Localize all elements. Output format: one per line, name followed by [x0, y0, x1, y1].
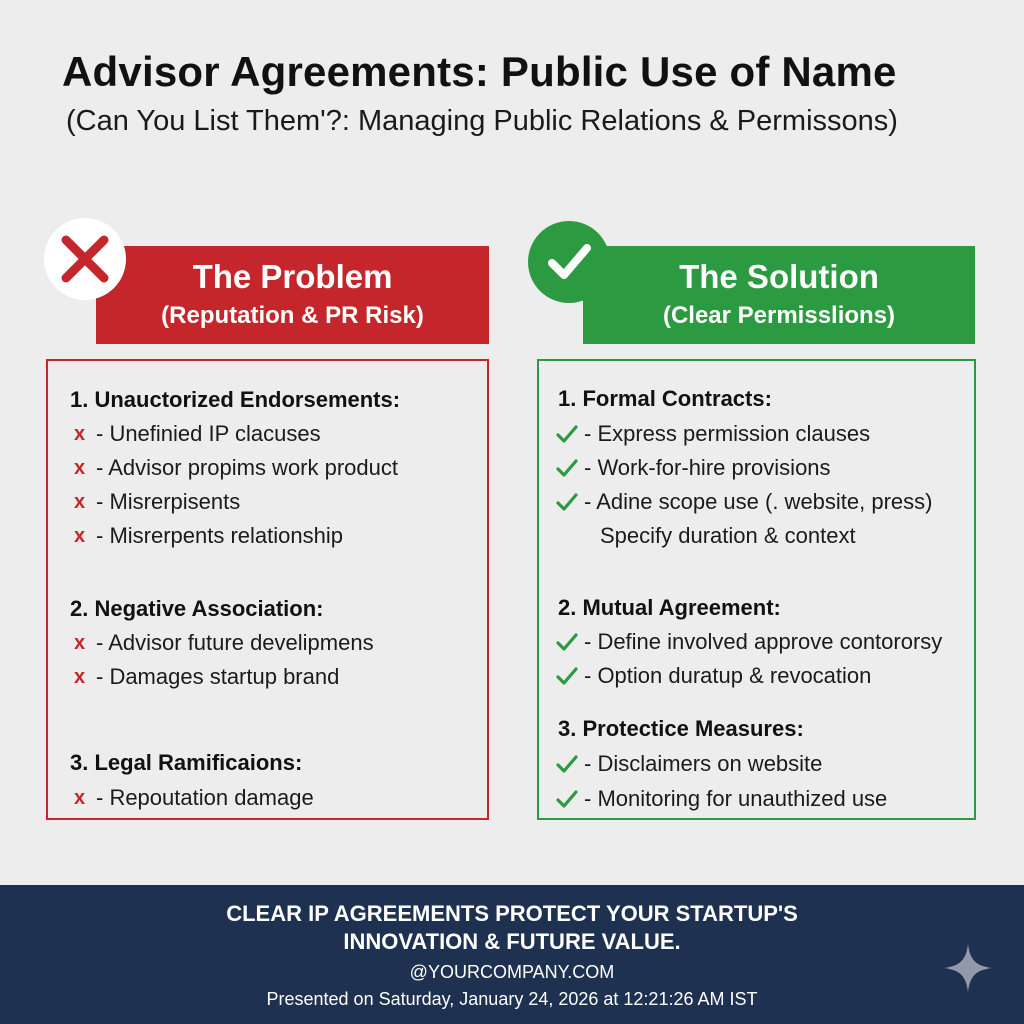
problem-item: x - Advisor propims work product	[74, 455, 398, 480]
x-mark-icon: x	[74, 665, 86, 688]
page-subtitle: (Can You List Them'?: Managing Public Relations & Permissons)	[66, 105, 898, 137]
footer-website: @YOURCOMPANY.COM	[409, 962, 615, 982]
problem-heading-2: 2. Negative Association:	[70, 596, 324, 621]
x-icon	[44, 218, 126, 300]
problem-subtitle: (Reputation & PR Risk)	[161, 302, 424, 329]
x-mark-icon: x	[74, 422, 86, 445]
page-title: Advisor Agreements: Public Use of Name	[62, 48, 897, 95]
footer-tagline-line1: CLEAR IP AGREEMENTS PROTECT YOUR STARTUP'S	[226, 901, 798, 926]
x-mark-icon: x	[74, 490, 86, 513]
problem-item: x - Repoutation damage	[74, 785, 314, 810]
solution-item: - Adine scope use (. website, press)	[556, 489, 933, 515]
solution-subtitle: (Clear Permisslions)	[662, 302, 896, 329]
problem-item: x - Misrerpents relationship	[74, 523, 343, 548]
problem-item: x - Misrerpisents	[74, 489, 241, 514]
x-mark-icon: x	[74, 456, 86, 479]
solution-item: - Define involved approve contororsy	[556, 629, 942, 655]
footer-bar	[0, 885, 1024, 1024]
solution-item-continuation: Specify duration & context	[600, 523, 856, 548]
check-icon	[528, 221, 610, 303]
problem-banner	[96, 246, 489, 344]
solution-item: - Disclaimers on website	[556, 751, 822, 777]
x-mark-icon: x	[74, 786, 86, 809]
footer-presented-date: Presented on Saturday, January 24, 2026 at 12:21:26 AM IST	[266, 989, 758, 1009]
check-mark-icon	[556, 424, 584, 444]
solution-item: - Monitoring for unauthized use	[556, 786, 887, 812]
solution-heading-1: 1. Formal Contracts:	[558, 386, 772, 411]
solution-item: - Option duratup & revocation	[556, 663, 871, 689]
check-mark-icon	[556, 632, 584, 652]
problem-title: The Problem	[192, 258, 393, 295]
problem-item: x - Advisor future develipmens	[74, 630, 374, 655]
check-mark-icon	[556, 789, 584, 809]
solution-heading-2: 2. Mutual Agreement:	[558, 595, 781, 620]
check-mark-icon	[556, 458, 584, 478]
solution-item: - Work-for-hire provisions	[556, 455, 831, 481]
sparkle-icon	[942, 942, 994, 994]
check-mark-icon	[556, 754, 584, 774]
check-mark-icon	[556, 666, 584, 686]
check-mark-icon	[556, 492, 584, 512]
solution-item: - Express permission clauses	[556, 421, 870, 447]
solution-title: The Solution	[679, 258, 879, 295]
x-mark-icon: x	[74, 524, 86, 547]
footer-tagline-line2: INNOVATION & FUTURE VALUE.	[343, 929, 681, 954]
problem-item: x - Damages startup brand	[74, 664, 340, 689]
solution-banner	[583, 246, 975, 344]
problem-heading-1: 1. Unauctorized Endorsements:	[70, 387, 401, 412]
x-mark-icon: x	[74, 631, 86, 654]
problem-heading-3: 3. Legal Ramificaions:	[70, 750, 303, 775]
solution-heading-3: 3. Protectice Measures:	[558, 716, 804, 741]
problem-item: x - Unefinied IP clacuses	[74, 421, 321, 446]
